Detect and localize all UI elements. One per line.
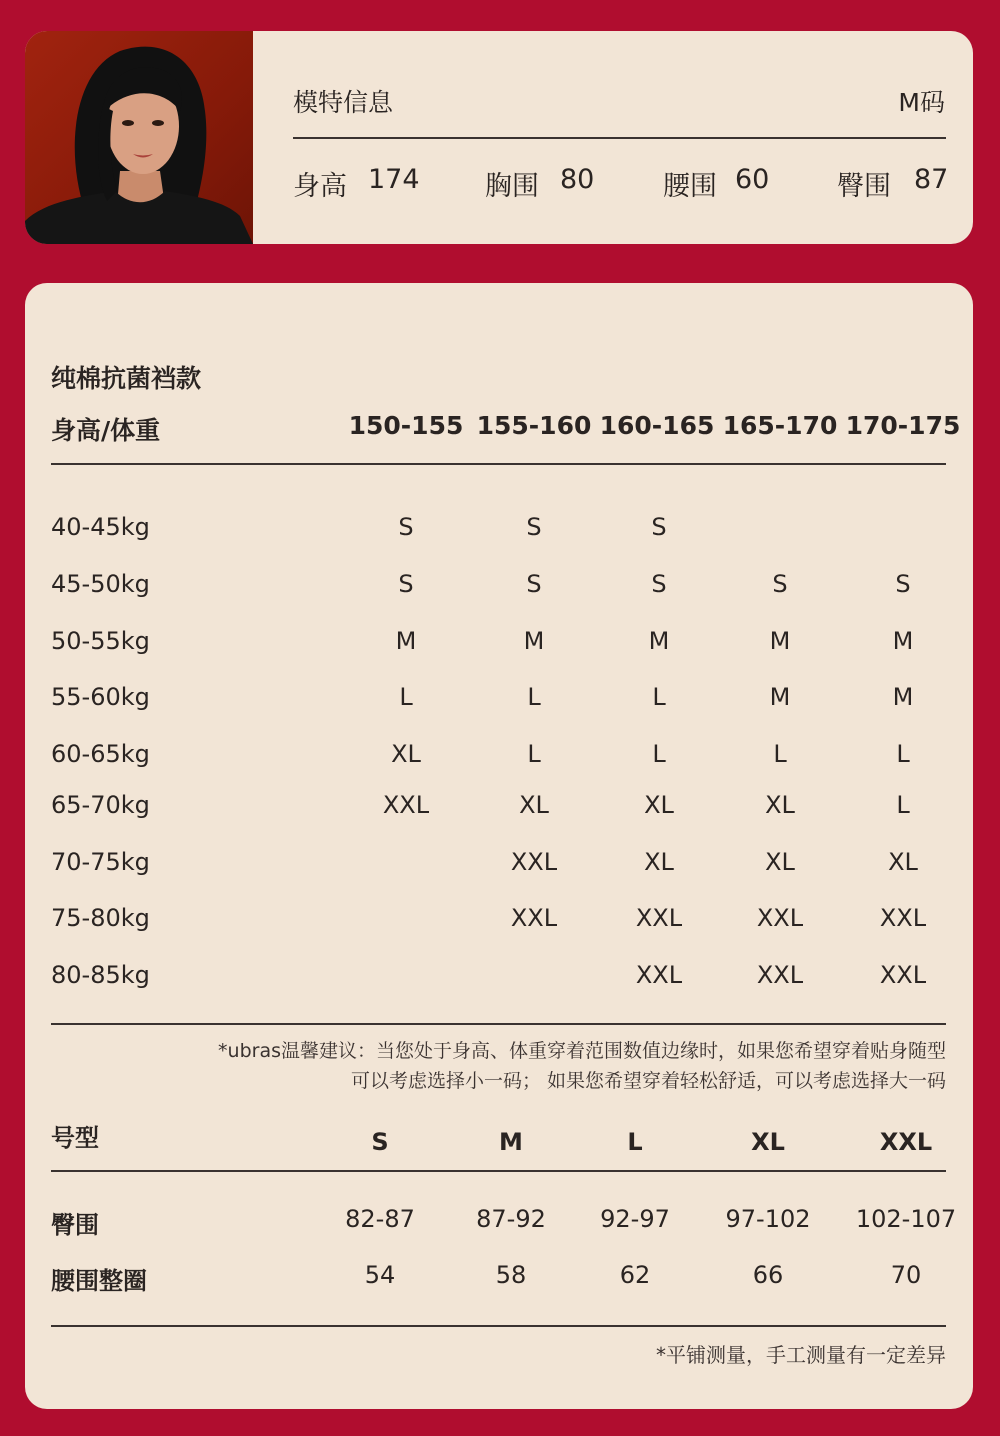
- table2-header-divider: [51, 1170, 946, 1172]
- size-cell: L: [652, 740, 666, 768]
- row-label: 65-70kg: [51, 791, 150, 819]
- table2-col-header: XL: [751, 1128, 785, 1156]
- size-cell: XXL: [756, 961, 804, 989]
- size-cell: S: [772, 570, 788, 598]
- size-cell: S: [651, 513, 667, 541]
- size-cell: XXL: [635, 961, 683, 989]
- size-cell: M: [892, 683, 914, 711]
- size-cell: XXL: [879, 961, 927, 989]
- size-chart-card: [25, 283, 973, 1409]
- table1-header-divider: [51, 463, 946, 465]
- measurement-cell: 66: [752, 1261, 784, 1289]
- table1-col-header: 150-155: [348, 411, 464, 440]
- row-label: 80-85kg: [51, 961, 150, 989]
- model-photo: [25, 31, 253, 244]
- bust-label: 胸围: [485, 171, 539, 202]
- size-cell: XL: [765, 791, 795, 819]
- size-cell: L: [399, 683, 413, 711]
- size-cell: XL: [765, 848, 795, 876]
- row-label: 40-45kg: [51, 513, 150, 541]
- size-cell: XL: [391, 740, 421, 768]
- size-cell: XL: [888, 848, 918, 876]
- model-info-card: [25, 31, 973, 244]
- height-value: 174: [368, 164, 420, 195]
- row-label: 70-75kg: [51, 848, 150, 876]
- size-cell: XXL: [635, 904, 683, 932]
- measurement-footnote: *平铺测量，手工测量有一定差异: [656, 1343, 946, 1367]
- measurement-cell: 82-87: [345, 1205, 415, 1233]
- size-cell: S: [526, 570, 542, 598]
- table1-bottom-divider: [51, 1023, 946, 1025]
- size-cell: XXL: [382, 791, 430, 819]
- table1-col-header: 155-160: [476, 411, 592, 440]
- size-cell: L: [652, 683, 666, 711]
- size-cell: M: [769, 627, 791, 655]
- measurement-cell: 58: [495, 1261, 527, 1289]
- hip-value: 87: [914, 164, 949, 195]
- size-cell: L: [896, 740, 910, 768]
- size-cell: S: [895, 570, 911, 598]
- table1-corner-label: 身高/体重: [51, 416, 161, 445]
- size-cell: L: [527, 740, 541, 768]
- size-cell: S: [398, 513, 414, 541]
- height-label: 身高: [293, 171, 347, 202]
- hip-label: 臀围: [837, 171, 891, 202]
- table2-corner-label: 号型: [51, 1124, 99, 1152]
- size-cell: S: [526, 513, 542, 541]
- measurement-cell: 87-92: [476, 1205, 546, 1233]
- size-cell: XXL: [879, 904, 927, 932]
- measurement-cell: 62: [619, 1261, 651, 1289]
- size-cell: XL: [644, 848, 674, 876]
- table1-col-header: 160-165: [599, 411, 715, 440]
- size-cell: XXL: [510, 904, 558, 932]
- table2-bottom-divider: [51, 1325, 946, 1327]
- measurement-cell: 92-97: [600, 1205, 670, 1233]
- measurement-cell: 97-102: [725, 1205, 811, 1233]
- table2-col-header: S: [371, 1128, 389, 1156]
- measurement-cell: 54: [364, 1261, 396, 1289]
- size-cell: M: [523, 627, 545, 655]
- row-label: 45-50kg: [51, 570, 150, 598]
- row-label: 55-60kg: [51, 683, 150, 711]
- table2-col-header: M: [499, 1128, 523, 1156]
- table1-col-header: 170-175: [845, 411, 961, 440]
- row-label: 60-65kg: [51, 740, 150, 768]
- size-cell: XXL: [756, 904, 804, 932]
- fit-advice-line1: *ubras温馨建议：当您处于身高、体重穿着范围数值边缘时，如果您希望穿着贴身随型: [218, 1040, 946, 1062]
- waist-label: 腰围: [663, 171, 717, 202]
- fit-advice-line2: 可以考虑选择小一码； 如果您希望穿着轻松舒适，可以考虑选择大一码: [350, 1070, 946, 1092]
- measurement-cell: 70: [890, 1261, 922, 1289]
- size-cell: L: [773, 740, 787, 768]
- measurement-cell: 102-107: [855, 1205, 957, 1233]
- size-cell: M: [892, 627, 914, 655]
- row-label: 75-80kg: [51, 904, 150, 932]
- size-cell: M: [395, 627, 417, 655]
- size-cell: XL: [644, 791, 674, 819]
- row-label: 腰围整圈: [51, 1267, 147, 1295]
- size-cell: S: [651, 570, 667, 598]
- row-label: 臀围: [51, 1211, 99, 1239]
- size-cell: M: [648, 627, 670, 655]
- bust-value: 80: [560, 164, 595, 195]
- model-info-title: 模特信息: [293, 88, 394, 117]
- size-cell: L: [896, 791, 910, 819]
- size-cell: XXL: [510, 848, 558, 876]
- table2-col-header: L: [627, 1128, 643, 1156]
- waist-value: 60: [735, 164, 770, 195]
- size-cell: M: [769, 683, 791, 711]
- size-cell: L: [527, 683, 541, 711]
- product-title: 纯棉抗菌裆款: [51, 364, 202, 393]
- divider: [293, 137, 946, 139]
- row-label: 50-55kg: [51, 627, 150, 655]
- size-cell: XL: [519, 791, 549, 819]
- model-size: M码: [898, 88, 945, 117]
- size-cell: S: [398, 570, 414, 598]
- table1-col-header: 165-170: [722, 411, 838, 440]
- table2-col-header: XXL: [879, 1128, 933, 1156]
